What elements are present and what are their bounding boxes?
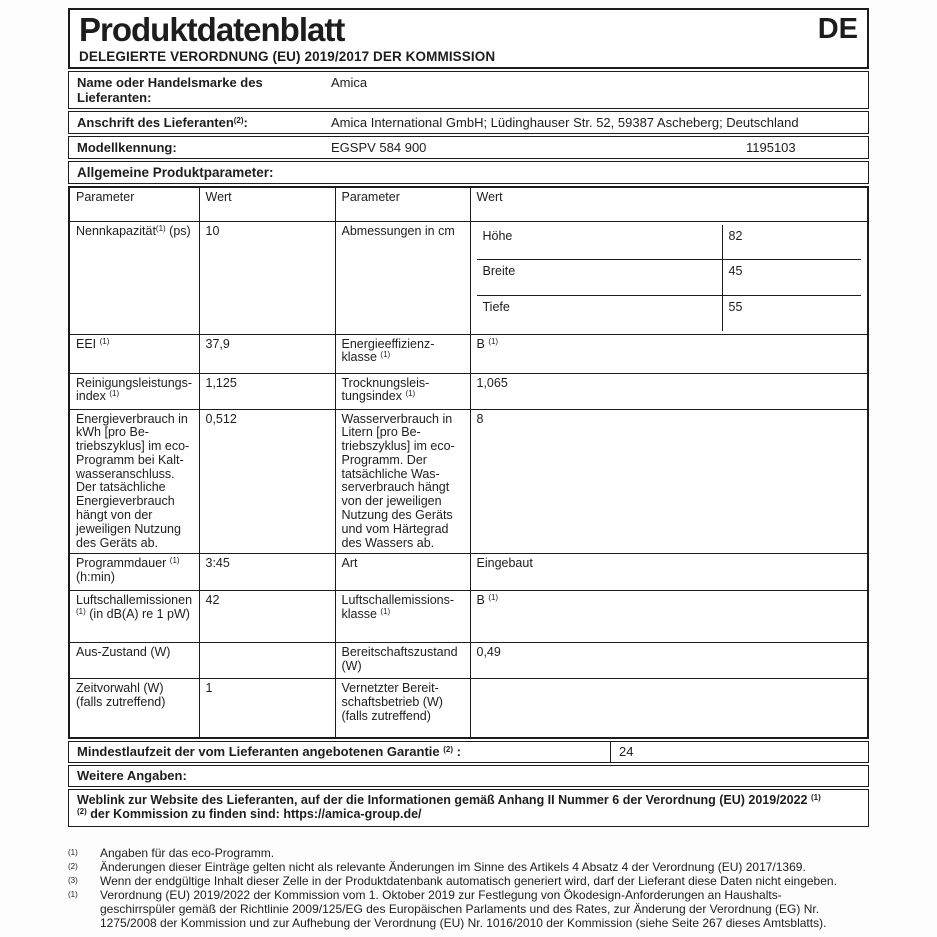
row-energy-water-consumption	[69, 409, 868, 554]
subrow-height	[477, 225, 862, 260]
subrow-width	[477, 260, 862, 296]
row-off-standby	[69, 643, 868, 679]
cell-energy-class-value: B $^{(1)}$	[470, 334, 868, 373]
cell-duration-value: 3:45	[199, 554, 335, 591]
cell-eei-param: EEI $^{(1)}$	[69, 334, 199, 373]
parameters-table	[68, 186, 869, 739]
supplier-name-value: Amica	[331, 75, 368, 90]
cell-width-label: Breite	[477, 260, 723, 296]
col-header-parameter-2: Parameter	[335, 187, 470, 221]
cell-cleaning-index-value: 1,125	[199, 373, 335, 409]
cell-off-mode-param: Aus-Zustand (W)	[69, 643, 199, 679]
cell-delay-start-value: 1	[199, 679, 335, 738]
cell-delay-start-param: Zeitvorwahl (W) (falls zutreffend)	[69, 679, 199, 738]
model-label: Modellkennung:	[77, 140, 177, 155]
footnote-4-marker: (1)	[68, 889, 78, 899]
supplier-address-value: Amica International GmbH; Lüdinghauser Str. 52, 59387 Ascheberg; Deutschland	[331, 115, 799, 130]
page-subtitle: DELEGIERTE VERORDNUNG (EU) 2019/2017 DER KOMMISSION	[79, 49, 496, 64]
cell-eei-value: 37,9	[199, 334, 335, 373]
section-general-parameters: Allgemeine Produktparameter:	[68, 161, 869, 184]
footnote-1-text: Angaben für das eco-Programm.	[100, 845, 275, 860]
cell-width-value: 45	[722, 260, 861, 296]
footnote-3-marker: (3)	[68, 875, 78, 885]
col-header-parameter-1: Parameter	[69, 187, 199, 221]
row-supplier-name	[68, 71, 869, 109]
row-weblink	[68, 789, 869, 827]
cell-drying-index-param: Trocknungsleistungsindex $^{(1)}$	[335, 373, 470, 409]
footnote-1	[68, 846, 869, 860]
row-warranty	[68, 741, 869, 763]
cell-noise-class-param: Luftschallemissionsklasse $^{(1)}$	[335, 591, 470, 643]
table-header-row	[69, 187, 868, 221]
cell-standby-param: Bereitschaftszustand (W)	[335, 643, 470, 679]
cell-water-consumption-param: Wasserverbrauch in Litern [pro Betriebszyklus] im eco-Programm. Der tatsächliche Wasserverbrauch hängt von der jeweiligen Nutzung des Geräts und vom Härtegrad des Wassers ab.	[335, 409, 470, 554]
cell-dimensions-subtable	[470, 221, 868, 334]
row-delay-networked-standby	[69, 679, 868, 738]
cell-energy-consumption-param: Energieverbrauch in kWh [pro Betriebszyklus] im eco-Programm bei Kaltwasseranschluss. Der tatsächliche Energieverbrauch hängt von der jeweiligen Nutzung des Geräts ab.	[69, 409, 199, 554]
cell-drying-index-value: 1,065	[470, 373, 868, 409]
cell-capacity-value: 10	[199, 221, 335, 334]
row-cleaning-drying-index	[69, 373, 868, 409]
cell-depth-value: 55	[722, 296, 861, 331]
dimensions-subtable	[477, 225, 862, 331]
weblink-line-2: $^{(2)}$ der Kommission zu finden sind: https://amica-group.de/	[77, 807, 422, 822]
cell-height-label: Höhe	[477, 225, 723, 260]
cell-noise-value: 42	[199, 591, 335, 643]
cell-standby-value: 0,49	[470, 643, 868, 679]
row-model	[68, 136, 869, 159]
row-noise	[69, 591, 868, 643]
model-code: 1195103	[746, 140, 796, 155]
cell-cleaning-index-param: Reinigungsleistungsindex $^{(1)}$	[69, 373, 199, 409]
supplier-address-label: Anschrift des Lieferanten$^{(2)}$:	[77, 115, 248, 130]
col-header-wert-1: Wert	[199, 187, 335, 221]
page-title: Produktdatenblatt	[79, 11, 345, 48]
weblink-line-1: Weblink zur Website des Lieferanten, auf der die Informationen gemäß Anhang II Nummer 6 der Verordnung (EU) 2019/2022 $^{(1)}$	[77, 792, 821, 807]
title-block	[68, 8, 869, 69]
cell-networked-standby-param: Vernetzter Bereitschaftsbetrieb (W) (falls zutreffend)	[335, 679, 470, 738]
title-row	[79, 11, 858, 49]
row-additional-info: Weitere Angaben:	[68, 765, 869, 787]
subrow-depth	[477, 296, 862, 331]
row-eei	[69, 334, 868, 373]
cell-duration-param: Programmdauer $^{(1)}$ (h:min)	[69, 554, 199, 591]
cell-height-value: 82	[722, 225, 861, 260]
supplier-name-label: Name oder Handelsmarke des Lieferanten:	[77, 75, 263, 105]
footnote-2-text: Änderungen dieser Einträge gelten nicht als relevante Änderungen im Sinne des Artikels 4 Absatz 4 der Verordnung (EU) 2017/1369.	[100, 859, 806, 874]
cell-type-value: Eingebaut	[470, 554, 868, 591]
footnote-2	[68, 860, 869, 874]
footnote-1-marker: (1)	[68, 847, 78, 857]
cell-water-consumption-value: 8	[470, 409, 868, 554]
cell-energy-consumption-value: 0,512	[199, 409, 335, 554]
cell-noise-class-value: B $^{(1)}$	[470, 591, 868, 643]
cell-type-param: Art	[335, 554, 470, 591]
footnote-3	[68, 874, 869, 888]
cell-noise-param: Luftschallemissionen $^{(1)}$ (in dB(A) re 1 pW)	[69, 591, 199, 643]
warranty-label: Mindestlaufzeit der vom Lieferanten angebotenen Garantie $^{(2)}$ :	[69, 742, 611, 762]
footnote-4-text: Verordnung (EU) 2019/2022 der Kommission vom 1. Oktober 2019 zur Festlegung von Ökodesign-Anforderungen an Haushaltsgeschirrspüler gemäß der Richtlinie 2009/125/EG des Europäischen Parlaments und des Rates, zur Änderung der Verordnung (EG) Nr. 1275/2008 der Kommission und zur Aufhebung der Verordnung (EU) Nr. 1016/2010 der Kommission (siehe Seite 267 dieses Amtsblatts).	[100, 887, 827, 930]
warranty-value: 24	[619, 743, 634, 759]
cell-depth-label: Tiefe	[482, 300, 510, 314]
col-header-wert-2: Wert	[470, 187, 868, 221]
cell-capacity-param: Nennkapazität$^{(1)}$ (ps)	[69, 221, 199, 334]
row-capacity-dimensions	[69, 221, 868, 334]
cell-energy-class-param: Energieeffizienzklasse $^{(1)}$	[335, 334, 470, 373]
product-datasheet	[68, 8, 869, 930]
language-badge: DE	[817, 13, 858, 45]
footnote-4	[68, 888, 869, 930]
footnote-3-text: Wenn der endgültige Inhalt dieser Zelle in der Produktdatenbank automatisch generiert wird, darf der Lieferant diese Daten nicht eingeben.	[100, 873, 837, 888]
cell-dimensions-param: Abmessungen in cm	[335, 221, 470, 334]
footnotes	[68, 846, 869, 930]
footnote-2-marker: (2)	[68, 861, 78, 871]
cell-networked-standby-value	[470, 679, 868, 738]
row-duration-type	[69, 554, 868, 591]
row-supplier-address	[68, 111, 869, 134]
cell-off-mode-value	[199, 643, 335, 679]
model-value: EGSPV 584 900	[331, 140, 427, 155]
